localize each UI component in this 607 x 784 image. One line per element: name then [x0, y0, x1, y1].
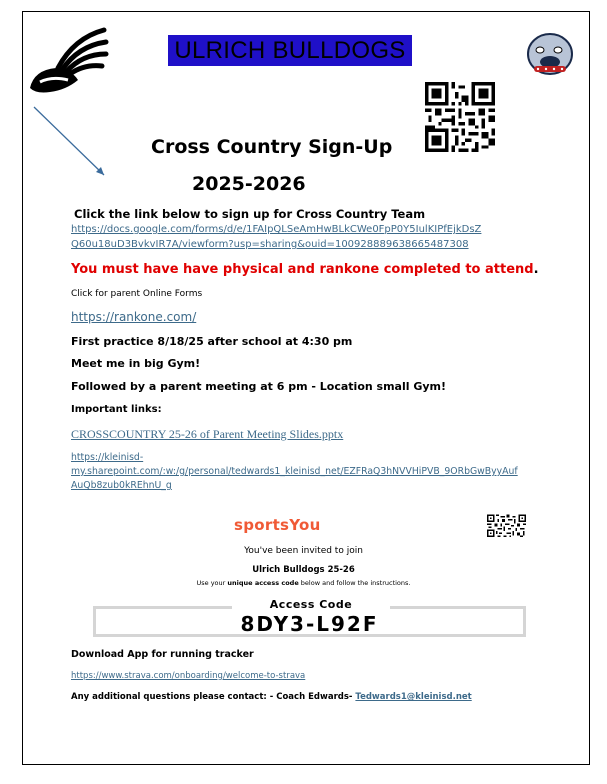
physical-warning: [71, 262, 539, 277]
meet-location: Meet me in big Gym!: [71, 357, 201, 370]
contact-line: [71, 692, 472, 702]
bulldog-mascot-icon: [524, 30, 576, 78]
arrow-icon: [32, 105, 112, 183]
important-links-label: Important links:: [71, 404, 162, 415]
access-instructions: [0, 579, 607, 587]
sportsyou-qr-code-icon[interactable]: [487, 514, 526, 537]
school-banner: ULRICH BULLDOGS: [168, 35, 412, 66]
invite-text: You've been invited to join: [244, 546, 363, 556]
signup-link-line1[interactable]: https://docs.google.com/forms/d/e/1FAIpQLSeAmHwBLkCWe0FpP0Y5IulKIPfEjkDsZ: [71, 224, 482, 235]
warning-period: .: [533, 262, 539, 277]
sharepoint-link[interactable]: [71, 451, 546, 493]
contact-email-link[interactable]: Tedwards1@kleinisd.net: [355, 692, 472, 702]
strava-label: Download App for running tracker: [71, 649, 254, 660]
sportsyou-logo: sportsYou: [234, 516, 321, 534]
sharepoint-link-line3[interactable]: AuQb8zub0kREhnU_g: [71, 480, 172, 491]
access-code: 8DY3-L92F: [240, 612, 379, 636]
physical-warning-text: You must have have physical and rankone completed to attend: [71, 262, 534, 277]
meeting-slides-link[interactable]: CROSSCOUNTRY 25-26 of Parent Meeting Slides.pptx: [71, 427, 344, 441]
sharepoint-link-line2[interactable]: my.sharepoint.com/:w:/g/personal/tedwards1_kleinisd_net/EZFRaQ3hNVVHiPVB_9ORbGwByyAuf: [71, 466, 518, 477]
instr-bold: unique access code: [227, 579, 299, 587]
signup-instruction: Click the link below to sign up for Cross Country Team: [74, 207, 426, 221]
strava-link[interactable]: https://www.strava.com/onboarding/welcome-to-strava: [71, 671, 306, 681]
winged-shoe-icon: [26, 24, 110, 96]
first-practice: First practice 8/18/25 after school at 4:30 pm: [71, 335, 353, 348]
parent-meeting: Followed by a parent meeting at 6 pm - Location small Gym!: [71, 380, 447, 393]
signup-link-line2[interactable]: Q60u18uD3BvkvIR7A/viewform?usp=sharing&ouid=100928889638665487308: [71, 239, 469, 250]
sharepoint-link-line1[interactable]: https://kleinisd-: [71, 452, 144, 463]
instr-pre: Use your: [196, 579, 228, 587]
season-year: 2025-2026: [192, 173, 306, 195]
parent-forms-label: Click for parent Online Forms: [71, 289, 203, 299]
page-title: Cross Country Sign-Up: [151, 136, 393, 158]
team-name: Ulrich Bulldogs 25-26: [252, 565, 355, 575]
contact-text: Any additional questions please contact: - Coach Edwards-: [71, 692, 353, 702]
rankone-link[interactable]: https://rankone.com/: [71, 310, 197, 324]
instr-post: below and follow the instructions.: [298, 579, 411, 587]
signup-qr-code-icon[interactable]: [425, 82, 495, 152]
signup-form-link[interactable]: [71, 222, 541, 252]
access-code-label: Access Code: [232, 598, 390, 611]
